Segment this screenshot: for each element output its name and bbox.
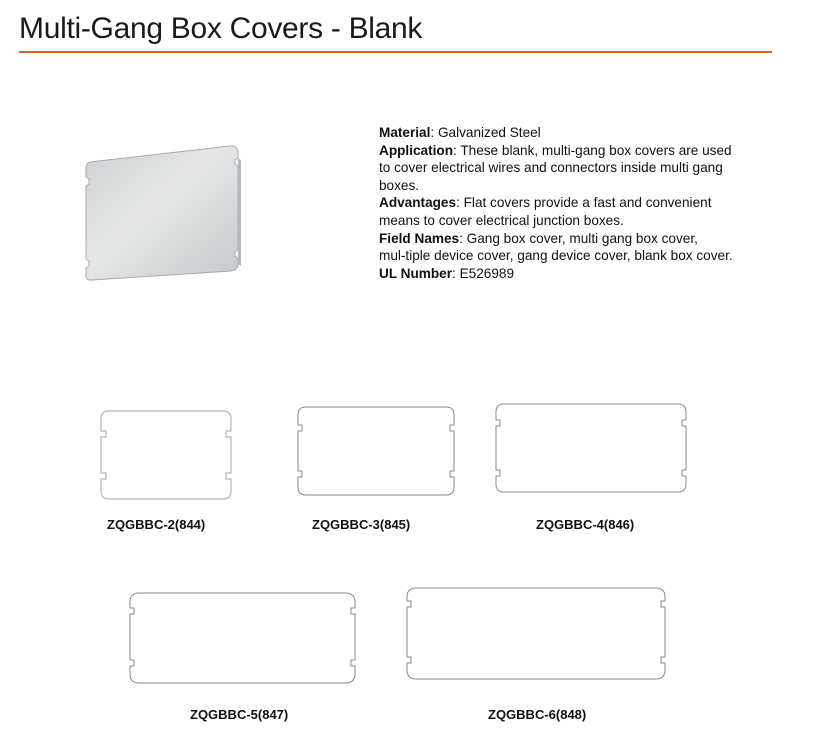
product-caption: ZQGBBC-2(844) <box>107 517 206 532</box>
spec-separator: : <box>453 142 461 158</box>
product-caption: ZQGBBC-4(846) <box>536 517 635 532</box>
cover-drawing-4-gang <box>494 402 690 495</box>
cover-drawing-3-gang <box>296 405 458 497</box>
specifications <box>379 124 779 282</box>
spec-label: Advantages <box>379 195 457 211</box>
cover-outline <box>407 588 665 679</box>
title-underline <box>19 51 772 53</box>
spec-application <box>379 142 779 160</box>
spec-field-names <box>379 230 779 248</box>
cover-outline <box>496 404 686 492</box>
blank-cover-photo <box>80 140 250 285</box>
spec-value-line: means to cover electrical junction boxes. <box>379 212 624 228</box>
spec-separator: : <box>456 195 464 211</box>
cover-drawing-5-gang <box>127 590 359 687</box>
spec-label: UL Number <box>379 265 453 281</box>
spec-value: E526989 <box>459 265 515 281</box>
spec-value: Gang box cover, multi gang box cover, <box>466 230 698 246</box>
cover-outline <box>130 593 355 683</box>
spec-value-line: boxes. <box>379 177 420 193</box>
spec-value: These blank, multi-gang box covers are used <box>460 142 732 158</box>
spec-ul-number <box>379 265 779 283</box>
spec-material <box>379 124 779 142</box>
product-caption: ZQGBBC-6(848) <box>488 707 587 722</box>
page-title: Multi-Gang Box Covers - Blank <box>19 12 423 45</box>
spec-label: Application <box>379 142 454 158</box>
spec-advantages <box>379 194 779 212</box>
cover-outline <box>298 407 454 495</box>
cover-drawing-6-gang <box>404 585 669 683</box>
spec-value-line: mul-tiple device cover, gang device cover, blank box cover. <box>379 248 733 264</box>
product-caption: ZQGBBC-5(847) <box>190 707 289 722</box>
cover-drawing-2-gang <box>99 409 233 501</box>
spec-separator: : <box>452 265 460 281</box>
product-caption: ZQGBBC-3(845) <box>312 517 411 532</box>
spec-value: Flat covers provide a fast and convenient <box>463 195 712 211</box>
spec-value: Galvanized Steel <box>437 125 541 140</box>
spec-label: Material <box>379 125 431 140</box>
spec-separator: : <box>430 125 438 140</box>
spec-label: Field Names <box>379 230 460 246</box>
spec-separator: : <box>459 230 467 246</box>
cover-outline <box>101 411 231 499</box>
spec-value-line: to cover electrical wires and connectors inside multi gang <box>379 160 723 176</box>
